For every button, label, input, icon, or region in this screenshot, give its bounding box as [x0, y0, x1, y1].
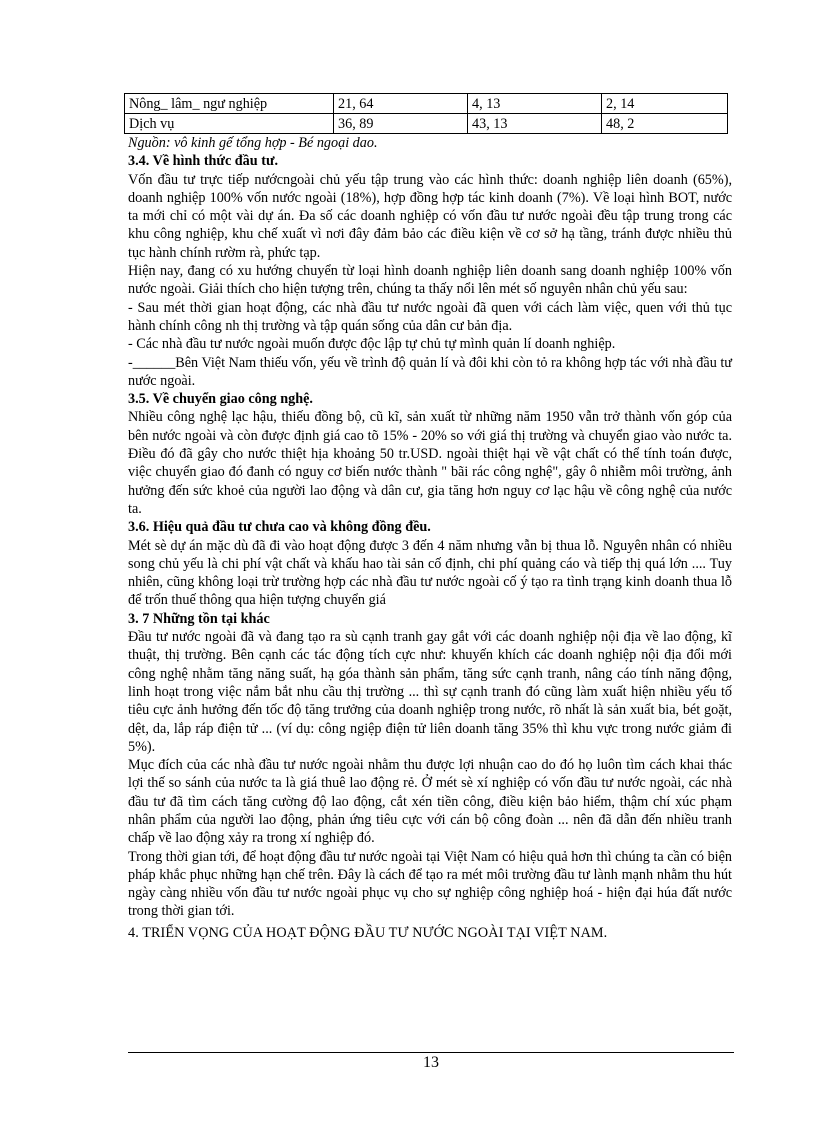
table-cell: 21, 64 — [334, 94, 468, 114]
paragraph: Đầu tư nước ngoài đã và đang tạo ra sù cạnh tranh gay gắt với các doanh nghiệp nội địa về lao động, kĩ thuật, thị trường. Bên cạnh các tác động tích cực như: khuyến khích các doanh nghiệp nội địa đổi mới công nghệ nhằm tăng năng suất, hạ góa thành sản phẩm, tăng sức cạnh tranh, nâng cáo tính năng động, linh hoạt trong việc nắm bắt nhu cầu thị trường ... thì sự cạnh tranh đó cũng làm xuất hiện nhiều yếu tố tiêu cực ảnh hưởng đến tốc độ tăng trưởng của doanh nghiệp trong nước, rõ nhất là sản xuất bia, bét goặt, dệt, da, lắp ráp điện tử ... (ví dụ: công ngiệp điện tử liên doanh tăng 35% thì khu vực trong nước giảm đi 5%). — [128, 629, 732, 755]
section4-heading: 4. TRIỂN VỌNG CỦA HOẠT ĐỘNG ĐẦU TƯ NƯỚC NGOÀI TẠI VIỆT NAM. — [128, 924, 608, 941]
table-cell: Dịch vụ — [125, 114, 334, 134]
paragraph: Nhiều công nghệ lạc hậu, thiếu đồng bộ, cũ kĩ, sản xuất từ những năm 1950 vẫn trở thành vốn góp của bên nước ngoài và còn được định giá cao tõ 15% - 20% so với giá thị trường và chuyển giao vào nước ta. Điều đó đã gây cho nước thiệt hịa khoảng 50 tr.USD. ngoài thiệt hại về vật chất có thể tính toán được, việc chuyển giao đó đanh có nguy cơ biến nước thành " bãi rác công nghệ", gây ô nhiễm môi trường, ảnh hưởng đến sức khoẻ của người lao động và dân cư, gia tăng hơn nguy cơ lạc hậu về công nghệ của nước ta. — [128, 409, 732, 517]
section-heading: 3. 7 Những tồn tại khác — [128, 610, 270, 627]
paragraph: Vốn đầu tư trực tiếp nướcngoài chủ yếu tập trung vào các hình thức: doanh nghiệp liên doanh (65%), doanh nghiệp 100% vốn nước ngoài (18%), hợp đồng hợp tác kinh doanh (7%). Về loại hình BOT, nước ta mới chỉ có một vài dự án. Đa số các doanh nghiệp có vốn đầu tư nước ngoài đều tập trung trong các khu công nghiệp, khu chế xuất vì nơi đây đảm bảo các điều kiện về cơ sở hạ tầng, tránh được nhiều thủ tục hành chính rườm rà, phức tạp. — [128, 171, 732, 261]
table-cell: 4, 13 — [468, 94, 602, 114]
paragraph: -______Bên Việt Nam thiếu vốn, yếu về trình độ quản lí và đôi khi còn tỏ ra không hợp tác với nhà đầu tư nước ngoài. — [128, 354, 732, 389]
table-cell: 36, 89 — [334, 114, 468, 134]
paragraph: Mét sè dự án mặc dù đã đi vào hoạt động được 3 đến 4 năm nhưng vẫn bị thua lỗ. Nguyên nhân có nhiều song chủ yếu là chi phí vật chất và khấu hao tài sản cố định, chi phí quảng cáo và tiếp thị quá lớn .... Tuy nhiên, cũng không loại trừ trường hợp các nhà đầu tư nước ngoài cố ý tạo ra tình trạng kinh doanh thua lỗ để trốn thuế thông qua hiện tượng chuyển giá — [128, 537, 732, 609]
paragraph: - Sau mét thời gian hoạt động, các nhà đầu tư nước ngoài đã quen với cách làm việc, quen với thủ tục hành chính công nh thị trường và tập quán sống của dân cư bản địa. — [128, 299, 732, 334]
paragraph: Trong thời gian tới, để hoạt động đầu tư nước ngoài tại Việt Nam có hiệu quả hơn thì chúng ta cần có biện pháp khắc phục những hạn chế trên. Đây là cách để tạo ra mét môi trường đầu tư lành mạnh nhằm thu hút ngày càng nhiều vốn đầu tư nước ngoài phục vụ cho sự nghiệp công nghiệp hoá - hiện đại húa đất nước trong thời gian tới. — [128, 848, 732, 920]
section-heading: 3.4. Về hình thức đầu tư. — [128, 153, 279, 170]
section-heading: 3.5. Về chuyển giao công nghệ. — [128, 391, 313, 408]
table-cell: 48, 2 — [602, 114, 728, 134]
paragraph: Hiện nay, đang có xu hướng chuyển từ loại hình doanh nghiệp liên doanh sang doanh nghiệp 100% vốn nước ngoài. Giải thích cho hiện tượng trên, chúng ta thấy nổi lên mét số nguyên nhân chủ yếu sau: — [128, 263, 732, 298]
table-row — [125, 94, 728, 114]
table-row — [125, 114, 728, 134]
page-number: 13 — [423, 1054, 439, 1071]
table-cell: 2, 14 — [602, 94, 728, 114]
table-cell: Nông_ lâm_ ngư nghiệp — [125, 94, 334, 114]
section-heading: 3.6. Hiệu quả đầu tư chưa cao và không đồng đều. — [128, 519, 431, 536]
document-page — [128, 93, 732, 942]
data-table — [124, 93, 728, 134]
source-note: Nguồn: vô kinh gế tổng hợp - Bé ngoại dao. — [128, 135, 378, 151]
footer-divider — [128, 1052, 734, 1053]
paragraph: Mục đích của các nhà đầu tư nước ngoài nhằm thu được lợi nhuận cao do đó họ luôn tìm cách khai thác lợi thế so sánh của nước ta là giá thuê lao động rẻ. Ở mét sè xí nghiệp có vốn đầu tư nước ngoài, các nhà đầu tư đã tìm cách tăng cường độ lao động, cắt xén tiền công, điều kiện bảo hiểm, thậm chí xúc phạm nhân phẩm của người lao động, phản ứng tiêu cực với cán bộ công đoàn ... nên đã dẫn đến nhiều tranh chấp về lao động xảy ra trong xí nghiệp đó. — [128, 757, 732, 847]
paragraph: - Các nhà đầu tư nước ngoài muốn được độc lập tự chủ tự mình quản lí doanh nghiệp. — [128, 336, 616, 353]
table-cell: 43, 13 — [468, 114, 602, 134]
